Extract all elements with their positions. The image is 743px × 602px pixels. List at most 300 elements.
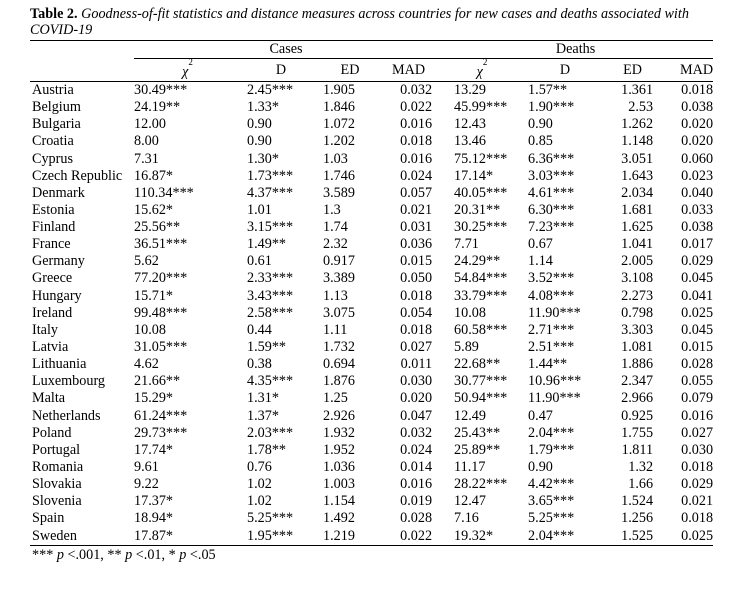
cell-country: France xyxy=(32,236,71,253)
table-row xyxy=(30,99,713,116)
table-row xyxy=(30,81,713,99)
table-row xyxy=(30,339,713,356)
cell-deaths-mad: 0.018 xyxy=(681,459,714,476)
cell-deaths-ed: 0.798 xyxy=(621,304,654,321)
cell-cases-mad: 0.030 xyxy=(400,373,433,390)
cell-deaths-mad: 0.060 xyxy=(681,150,714,167)
cell-deaths-ed: 1.755 xyxy=(621,424,654,441)
cell-cases-chi-squared: 31.05*** xyxy=(134,339,188,356)
cell-deaths-d: 0.47 xyxy=(528,407,553,424)
cell-country: Ireland xyxy=(32,304,73,321)
cell-cases-d: 1.02 xyxy=(247,476,272,493)
cell-country: Romania xyxy=(32,459,84,476)
table-row xyxy=(30,528,713,546)
cell-deaths-ed: 1.361 xyxy=(621,81,654,98)
group-header-row xyxy=(30,41,713,59)
cell-cases-chi-squared: 16.87* xyxy=(134,167,174,184)
cell-deaths-mad: 0.023 xyxy=(681,167,714,184)
cell-deaths-d: 2.71*** xyxy=(528,321,575,338)
cell-cases-d: 0.38 xyxy=(247,356,272,373)
cell-deaths-chi-squared: 30.77*** xyxy=(454,373,508,390)
cell-deaths-d: 6.36*** xyxy=(528,150,575,167)
cell-cases-mad: 0.050 xyxy=(400,270,433,287)
cell-cases-ed: 1.876 xyxy=(323,373,355,390)
table-row xyxy=(30,373,713,390)
cell-cases-mad: 0.032 xyxy=(400,81,433,98)
cell-country: Belgium xyxy=(32,99,81,116)
cell-deaths-ed: 1.811 xyxy=(621,441,654,458)
cell-deaths-ed: 1.625 xyxy=(621,219,654,236)
cell-cases-ed: 2.926 xyxy=(323,407,355,424)
table-row xyxy=(30,236,713,253)
cell-deaths-mad: 0.018 xyxy=(681,510,714,527)
cell-cases-mad: 0.031 xyxy=(400,219,433,236)
cell-deaths-d: 2.04*** xyxy=(526,528,604,546)
cell-cases-d: 1.73*** xyxy=(247,167,294,184)
table-row xyxy=(30,408,713,425)
cell-country: Finland xyxy=(32,219,76,236)
footnote-threshold-3: <.05 xyxy=(186,546,216,563)
footnote-p-2: p xyxy=(125,546,133,563)
cell-cases-chi-squared: 30.49*** xyxy=(134,81,188,98)
cell-cases-ed: 1.003 xyxy=(323,476,355,493)
cell-country: Italy xyxy=(32,321,58,338)
cell-cases-chi-squared: 15.71* xyxy=(134,287,174,304)
cell-cases-mad: 0.016 xyxy=(400,150,433,167)
cell-cases-ed: 1.952 xyxy=(323,441,355,458)
cell-cases-ed: 1.154 xyxy=(323,493,355,510)
cell-cases-d: 2.33*** xyxy=(247,270,294,287)
caption-label: Table 2. xyxy=(30,6,78,22)
cell-deaths-mad: 0.029 xyxy=(681,476,714,493)
cell-country: Greece xyxy=(32,270,73,287)
cell-cases-mad: 0.018 xyxy=(400,287,433,304)
cell-deaths-ed: 1.041 xyxy=(621,236,654,253)
cell-country: Portugal xyxy=(32,441,81,458)
cell-deaths-d: 3.03*** xyxy=(528,167,575,184)
cell-deaths-ed: 2.966 xyxy=(621,390,654,407)
cell-cases-d: 1.30* xyxy=(247,150,279,167)
cell-cases-d: 0.90 xyxy=(247,133,272,150)
cell-deaths-chi-squared: 75.12*** xyxy=(454,150,508,167)
table-row xyxy=(30,322,713,339)
cell-cases-d: 3.15*** xyxy=(247,219,294,236)
cell-deaths-mad: 0.020 xyxy=(681,133,714,150)
cell-deaths-mad: 0.030 xyxy=(681,441,714,458)
table-row xyxy=(30,390,713,407)
cell-deaths-chi-squared: 17.14* xyxy=(454,167,494,184)
cell-cases-mad: 0.054 xyxy=(400,304,433,321)
cell-cases-d: 1.78** xyxy=(247,441,287,458)
cell-deaths-d: 11.90*** xyxy=(528,304,581,321)
cell-country: Cyprus xyxy=(32,150,73,167)
table-row xyxy=(30,219,713,236)
cell-cases-chi-squared: 18.94* xyxy=(134,510,174,527)
cell-country: Netherlands xyxy=(32,407,101,424)
cell-deaths-mad: 0.017 xyxy=(681,236,714,253)
cell-cases-d: 2.58*** xyxy=(247,304,294,321)
cell-cases-chi-squared: 9.61 xyxy=(134,459,159,476)
cell-deaths-chi-squared: 11.17 xyxy=(454,459,486,476)
cell-deaths-mad: 0.025 xyxy=(661,528,713,546)
cell-cases-chi-squared: 7.31 xyxy=(134,150,159,167)
cell-cases-chi-squared: 110.34*** xyxy=(134,184,194,201)
column-header-row xyxy=(30,59,713,82)
cell-cases-mad: 0.016 xyxy=(400,476,433,493)
cell-deaths-mad: 0.029 xyxy=(681,253,714,270)
cell-cases-d: 0.44 xyxy=(247,321,272,338)
cell-cases-d: 1.95*** xyxy=(241,528,321,546)
cell-cases-chi-squared: 36.51*** xyxy=(134,236,188,253)
cell-cases-ed: 1.202 xyxy=(323,133,355,150)
cell-deaths-chi-squared: 13.46 xyxy=(454,133,486,150)
cell-deaths-d: 11.90*** xyxy=(528,390,581,407)
table-row xyxy=(30,253,713,270)
cell-deaths-chi-squared: 24.29** xyxy=(454,253,501,270)
table-row xyxy=(30,510,713,527)
cell-cases-chi-squared: 17.37* xyxy=(134,493,174,510)
table-row xyxy=(30,442,713,459)
cell-country: Malta xyxy=(32,390,66,407)
significance-footnote xyxy=(30,547,713,563)
cell-cases-mad: 0.018 xyxy=(400,133,433,150)
cell-cases-d: 0.61 xyxy=(247,253,272,270)
group-header-cases: Cases xyxy=(134,41,438,59)
cell-deaths-chi-squared: 19.32* xyxy=(438,528,526,546)
cell-cases-mad: 0.016 xyxy=(400,116,433,133)
cell-deaths-d: 1.57** xyxy=(528,81,568,98)
cell-deaths-ed: 1.886 xyxy=(621,356,654,373)
cell-deaths-ed: 1.256 xyxy=(621,510,654,527)
cell-cases-mad: 0.022 xyxy=(400,99,433,116)
cell-cases-ed: 1.3 xyxy=(323,201,341,218)
cell-deaths-ed: 1.081 xyxy=(621,339,654,356)
cell-country: Luxembourg xyxy=(32,373,106,390)
cell-deaths-ed: 1.148 xyxy=(621,133,654,150)
cell-cases-chi-squared: 99.48*** xyxy=(134,304,188,321)
cell-deaths-chi-squared: 54.84*** xyxy=(454,270,508,287)
cell-country: Hungary xyxy=(32,287,82,304)
cell-deaths-ed: 1.525 xyxy=(604,528,661,546)
cell-cases-chi-squared: 25.56** xyxy=(134,219,181,236)
cell-cases-d: 3.43*** xyxy=(247,287,294,304)
cell-deaths-chi-squared: 7.71 xyxy=(454,236,479,253)
cell-cases-ed: 1.492 xyxy=(323,510,355,527)
cell-deaths-chi-squared: 12.43 xyxy=(454,116,486,133)
cell-deaths-chi-squared: 45.99*** xyxy=(454,99,508,116)
cell-country: Poland xyxy=(32,424,72,441)
cell-cases-chi-squared: 5.62 xyxy=(134,253,159,270)
cell-cases-mad: 0.019 xyxy=(400,493,433,510)
cell-deaths-d: 4.42*** xyxy=(528,476,575,493)
cell-deaths-mad: 0.055 xyxy=(681,373,714,390)
cell-deaths-d: 1.44** xyxy=(528,356,568,373)
cell-deaths-ed: 3.108 xyxy=(621,270,654,287)
cell-cases-chi-squared: 8.00 xyxy=(134,133,159,150)
cell-cases-ed: 1.03 xyxy=(323,150,348,167)
cell-country: Sweden xyxy=(30,528,134,546)
goodness-of-fit-table xyxy=(30,40,713,546)
table-row xyxy=(30,305,713,322)
cell-cases-chi-squared: 10.08 xyxy=(134,321,166,338)
column-header-cases-ed: ED xyxy=(321,59,379,82)
table-body xyxy=(30,81,713,545)
column-header-country xyxy=(30,59,134,82)
cell-cases-chi-squared: 15.29* xyxy=(134,390,174,407)
column-header-deaths-mad: MAD xyxy=(661,59,713,82)
cell-country: Spain xyxy=(32,510,65,527)
cell-deaths-chi-squared: 12.49 xyxy=(454,407,486,424)
cell-deaths-chi-squared: 13.29 xyxy=(454,81,486,98)
cell-country: Slovakia xyxy=(32,476,82,493)
cell-cases-ed: 1.25 xyxy=(323,390,348,407)
table-container xyxy=(30,6,713,563)
cell-cases-ed: 3.589 xyxy=(323,184,355,201)
cell-deaths-d: 6.30*** xyxy=(528,201,575,218)
cell-cases-mad: 0.024 xyxy=(400,167,433,184)
cell-cases-mad: 0.047 xyxy=(400,407,433,424)
cell-deaths-d: 7.23*** xyxy=(528,219,575,236)
cell-deaths-mad: 0.028 xyxy=(681,356,714,373)
footnote-p-1: p xyxy=(56,546,64,563)
cell-cases-mad: 0.011 xyxy=(400,356,433,373)
cell-cases-mad: 0.032 xyxy=(400,424,433,441)
group-header-deaths: Deaths xyxy=(438,41,713,59)
cell-cases-ed: 0.917 xyxy=(323,253,355,270)
cell-deaths-d: 4.08*** xyxy=(528,287,575,304)
cell-cases-mad: 0.027 xyxy=(400,339,433,356)
cell-deaths-chi-squared: 5.89 xyxy=(454,339,479,356)
cell-cases-d: 4.37*** xyxy=(247,184,294,201)
cell-cases-chi-squared: 29.73*** xyxy=(134,424,188,441)
cell-deaths-mad: 0.018 xyxy=(681,81,714,98)
cell-deaths-d: 0.90 xyxy=(528,459,553,476)
cell-cases-d: 1.31* xyxy=(247,390,279,407)
cell-cases-mad: 0.014 xyxy=(400,459,433,476)
cell-country: Lithuania xyxy=(32,356,87,373)
cell-cases-ed: 3.075 xyxy=(323,304,355,321)
cell-cases-chi-squared: 61.24*** xyxy=(134,407,188,424)
footnote-stars-2: ** xyxy=(107,546,126,563)
table-row xyxy=(30,425,713,442)
table-row xyxy=(30,150,713,167)
table-row xyxy=(30,185,713,202)
cell-cases-chi-squared: 77.20*** xyxy=(134,270,188,287)
cell-deaths-mad: 0.015 xyxy=(681,339,714,356)
cell-cases-chi-squared: 24.19** xyxy=(134,99,181,116)
cell-cases-ed: 1.11 xyxy=(323,321,348,338)
cell-cases-ed: 1.219 xyxy=(321,528,379,546)
cell-deaths-mad: 0.020 xyxy=(681,116,714,133)
cell-cases-ed: 1.846 xyxy=(323,99,355,116)
column-header-deaths-d: D xyxy=(526,59,604,82)
cell-country: Austria xyxy=(32,81,74,98)
cell-deaths-d: 10.96*** xyxy=(528,373,582,390)
cell-deaths-ed: 2.53 xyxy=(628,99,654,116)
cell-country: Denmark xyxy=(32,184,85,201)
cell-deaths-chi-squared: 33.79*** xyxy=(454,287,508,304)
cell-deaths-ed: 2.347 xyxy=(621,373,654,390)
footnote-threshold-1: <.001, xyxy=(63,546,108,563)
cell-deaths-chi-squared: 12.47 xyxy=(454,493,486,510)
cell-cases-mad: 0.057 xyxy=(400,184,433,201)
cell-deaths-chi-squared: 25.89** xyxy=(454,441,501,458)
cell-deaths-mad: 0.027 xyxy=(681,424,714,441)
cell-cases-ed: 1.13 xyxy=(323,287,348,304)
cell-deaths-d: 1.79*** xyxy=(528,441,575,458)
cell-deaths-mad: 0.016 xyxy=(681,407,714,424)
cell-country: Latvia xyxy=(32,339,69,356)
table-caption xyxy=(30,6,713,38)
footnote-stars-1: *** xyxy=(32,546,57,563)
cell-deaths-ed: 3.303 xyxy=(621,321,654,338)
cell-cases-d: 5.25*** xyxy=(247,510,294,527)
cell-deaths-mad: 0.045 xyxy=(681,270,714,287)
cell-deaths-d: 3.65*** xyxy=(528,493,575,510)
cell-deaths-d: 5.25*** xyxy=(528,510,575,527)
table-row xyxy=(30,459,713,476)
cell-deaths-ed: 2.005 xyxy=(621,253,654,270)
cell-deaths-chi-squared: 20.31** xyxy=(454,201,501,218)
table-row xyxy=(30,493,713,510)
cell-cases-mad: 0.020 xyxy=(400,390,433,407)
cell-cases-ed: 1.74 xyxy=(323,219,348,236)
cell-deaths-d: 1.90*** xyxy=(528,99,575,116)
cell-deaths-d: 2.04*** xyxy=(528,424,575,441)
chi-symbol: χ xyxy=(476,63,483,80)
table-row xyxy=(30,270,713,287)
cell-deaths-chi-squared: 7.16 xyxy=(454,510,479,527)
cell-deaths-ed: 1.66 xyxy=(628,476,654,493)
cell-cases-ed: 1.072 xyxy=(323,116,355,133)
cell-cases-d: 0.90 xyxy=(247,116,272,133)
cell-cases-mad: 0.018 xyxy=(400,321,433,338)
cell-deaths-mad: 0.038 xyxy=(681,99,714,116)
cell-cases-chi-squared: 4.62 xyxy=(134,356,159,373)
cell-deaths-mad: 0.021 xyxy=(681,493,714,510)
cell-country: Croatia xyxy=(32,133,74,150)
cell-deaths-mad: 0.033 xyxy=(681,201,714,218)
cell-cases-mad: 0.015 xyxy=(400,253,433,270)
cell-deaths-chi-squared: 22.68** xyxy=(454,356,501,373)
cell-cases-mad: 0.021 xyxy=(400,201,433,218)
table-row xyxy=(30,116,713,133)
cell-deaths-chi-squared: 10.08 xyxy=(454,304,486,321)
cell-cases-mad: 0.022 xyxy=(379,528,438,546)
caption-text: Goodness-of-fit statistics and distance measures across countries for new cases and deaths associated with COVID-19 xyxy=(30,6,689,38)
column-header-cases-mad: MAD xyxy=(379,59,438,82)
table-row xyxy=(30,476,713,493)
cell-cases-d: 1.02 xyxy=(247,493,272,510)
column-header-deaths-ed: ED xyxy=(604,59,661,82)
cell-deaths-chi-squared: 25.43** xyxy=(454,424,501,441)
column-header-deaths-chi-squared xyxy=(438,59,526,82)
cell-cases-mad: 0.024 xyxy=(400,441,433,458)
cell-cases-chi-squared: 17.87* xyxy=(134,528,241,546)
cell-deaths-mad: 0.079 xyxy=(681,390,714,407)
cell-cases-mad: 0.036 xyxy=(400,236,433,253)
cell-country: Czech Republic xyxy=(32,167,123,184)
cell-country: Germany xyxy=(32,253,85,270)
cell-deaths-d: 4.61*** xyxy=(528,184,575,201)
cell-deaths-chi-squared: 30.25*** xyxy=(454,219,508,236)
cell-deaths-d: 0.67 xyxy=(528,236,553,253)
cell-deaths-mad: 0.045 xyxy=(681,321,714,338)
cell-cases-d: 1.01 xyxy=(247,201,272,218)
footnote-stars-3: * xyxy=(168,546,180,563)
footnote-threshold-2: <.01, xyxy=(132,546,169,563)
cell-cases-d: 1.59** xyxy=(247,339,287,356)
cell-cases-ed: 2.32 xyxy=(323,236,348,253)
cell-cases-d: 2.45*** xyxy=(247,81,294,98)
cell-deaths-mad: 0.025 xyxy=(681,304,714,321)
footnote-p-3: p xyxy=(179,546,187,563)
cell-deaths-chi-squared: 50.94*** xyxy=(454,390,508,407)
cell-deaths-ed: 0.925 xyxy=(621,407,654,424)
table-row xyxy=(30,202,713,219)
cell-cases-ed: 1.732 xyxy=(323,339,355,356)
cell-deaths-ed: 3.051 xyxy=(621,150,654,167)
cell-cases-ed: 1.932 xyxy=(323,424,355,441)
cell-cases-chi-squared: 15.62* xyxy=(134,201,174,218)
column-header-cases-d: D xyxy=(241,59,321,82)
cell-deaths-chi-squared: 60.58*** xyxy=(454,321,508,338)
cell-deaths-ed: 1.643 xyxy=(621,167,654,184)
chi-exponent: 2 xyxy=(482,57,488,68)
cell-cases-chi-squared: 17.74* xyxy=(134,441,174,458)
cell-cases-d: 2.03*** xyxy=(247,424,294,441)
table-row xyxy=(30,288,713,305)
cell-deaths-ed: 1.681 xyxy=(621,201,654,218)
cell-cases-mad: 0.028 xyxy=(400,510,433,527)
table-row xyxy=(30,356,713,373)
cell-cases-ed: 3.389 xyxy=(323,270,355,287)
cell-cases-d: 1.33* xyxy=(247,99,279,116)
cell-deaths-ed: 1.524 xyxy=(621,493,654,510)
cell-deaths-d: 2.51*** xyxy=(528,339,575,356)
group-header-blank xyxy=(30,41,134,59)
cell-deaths-mad: 0.040 xyxy=(681,184,714,201)
table-row xyxy=(30,168,713,185)
cell-deaths-chi-squared: 28.22*** xyxy=(454,476,508,493)
cell-deaths-mad: 0.038 xyxy=(681,219,714,236)
cell-deaths-d: 0.90 xyxy=(528,116,553,133)
cell-deaths-d: 3.52*** xyxy=(528,270,575,287)
cell-cases-chi-squared: 12.00 xyxy=(134,116,166,133)
cell-deaths-ed: 2.273 xyxy=(621,287,654,304)
cell-cases-d: 4.35*** xyxy=(247,373,294,390)
cell-cases-d: 1.37* xyxy=(247,407,279,424)
cell-cases-chi-squared: 21.66** xyxy=(134,373,181,390)
cell-cases-d: 0.76 xyxy=(247,459,272,476)
cell-cases-ed: 1.746 xyxy=(323,167,355,184)
cell-deaths-d: 0.85 xyxy=(528,133,553,150)
cell-country: Slovenia xyxy=(32,493,82,510)
cell-country: Bulgaria xyxy=(32,116,81,133)
cell-country: Estonia xyxy=(32,201,75,218)
cell-deaths-ed: 1.32 xyxy=(628,459,654,476)
cell-deaths-chi-squared: 40.05*** xyxy=(454,184,508,201)
cell-deaths-d: 1.14 xyxy=(528,253,553,270)
cell-deaths-ed: 1.262 xyxy=(621,116,654,133)
cell-cases-chi-squared: 9.22 xyxy=(134,476,159,493)
table-row xyxy=(30,133,713,150)
cell-cases-ed: 1.905 xyxy=(323,81,355,98)
column-header-cases-chi-squared xyxy=(134,59,241,82)
cell-deaths-mad: 0.041 xyxy=(681,287,714,304)
cell-cases-d: 1.49** xyxy=(247,236,287,253)
chi-symbol: χ xyxy=(182,63,189,80)
